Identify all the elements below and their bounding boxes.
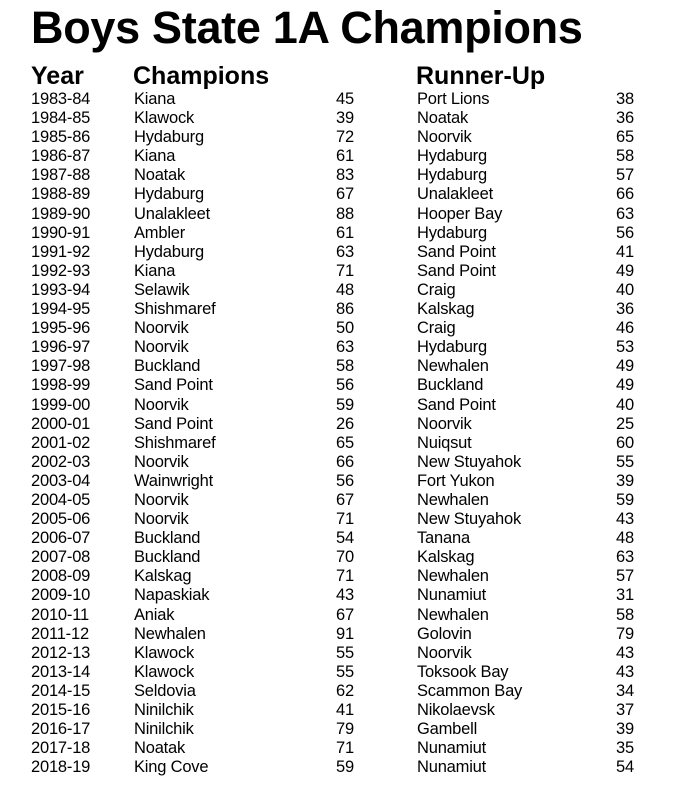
column-header-champions: Champions bbox=[133, 62, 270, 90]
table-row bbox=[0, 396, 673, 415]
year-cell: 2001-02 bbox=[31, 433, 91, 452]
champion-cell: Noorvik bbox=[134, 395, 189, 414]
table-row bbox=[0, 701, 673, 720]
year-cell: 1992-93 bbox=[31, 261, 91, 280]
champion-cell: Kalskag bbox=[134, 567, 192, 586]
runner-up-score-cell: 53 bbox=[616, 338, 634, 357]
year-cell: 2005-06 bbox=[31, 510, 91, 529]
year-cell: 1984-85 bbox=[31, 109, 91, 128]
runner-up-score-cell: 39 bbox=[616, 471, 634, 490]
runner-up-score-cell: 40 bbox=[616, 395, 634, 414]
year-cell: 1991-92 bbox=[31, 242, 91, 261]
runner-up-cell: Newhalen bbox=[417, 490, 489, 509]
runner-up-cell: New Stuyahok bbox=[417, 452, 521, 471]
champion-score-cell: 55 bbox=[336, 662, 354, 681]
runner-up-score-cell: 58 bbox=[616, 605, 634, 624]
champion-score-cell: 71 bbox=[336, 567, 354, 586]
runner-up-score-cell: 49 bbox=[616, 261, 634, 280]
champion-score-cell: 63 bbox=[336, 338, 354, 357]
runner-up-score-cell: 55 bbox=[616, 452, 634, 471]
champion-score-cell: 58 bbox=[336, 357, 354, 376]
champion-cell: Noorvik bbox=[134, 338, 189, 357]
runner-up-cell: Nunamiut bbox=[417, 586, 487, 605]
year-cell: 2015-16 bbox=[31, 701, 91, 719]
champion-score-cell: 61 bbox=[336, 223, 354, 242]
runner-up-cell: Sand Point bbox=[417, 261, 496, 280]
year-cell: 1988-89 bbox=[31, 185, 91, 204]
runner-up-cell: Buckland bbox=[417, 376, 484, 395]
champion-score-cell: 41 bbox=[336, 701, 354, 719]
champion-score-cell: 48 bbox=[336, 280, 354, 299]
champion-cell: Sand Point bbox=[134, 376, 213, 395]
runner-up-cell: New Stuyahok bbox=[417, 510, 521, 529]
runner-up-score-cell: 59 bbox=[616, 490, 634, 509]
runner-up-score-cell: 48 bbox=[616, 529, 634, 548]
champion-score-cell: 59 bbox=[336, 758, 354, 777]
champion-cell: Ninilchik bbox=[134, 720, 194, 739]
champion-cell: Napaskiak bbox=[134, 586, 210, 605]
year-cell: 1987-88 bbox=[31, 166, 91, 185]
year-cell: 2002-03 bbox=[31, 452, 91, 471]
page-title: Boys State 1A Champions bbox=[31, 2, 583, 53]
table-row bbox=[0, 739, 673, 758]
champion-score-cell: 43 bbox=[336, 586, 354, 605]
year-cell: 2009-10 bbox=[31, 586, 91, 605]
runner-up-cell: Hydaburg bbox=[417, 147, 487, 166]
runner-up-cell: Fort Yukon bbox=[417, 471, 495, 490]
champion-score-cell: 39 bbox=[336, 109, 354, 128]
runner-up-score-cell: 66 bbox=[616, 185, 634, 204]
champion-cell: Noorvik bbox=[134, 490, 189, 509]
table-row bbox=[0, 491, 673, 510]
champion-score-cell: 71 bbox=[336, 261, 354, 280]
runner-up-score-cell: 57 bbox=[616, 166, 634, 185]
champion-score-cell: 70 bbox=[336, 548, 354, 567]
runner-up-cell: Kalskag bbox=[417, 300, 475, 319]
runner-up-cell: Nikolaevsk bbox=[417, 701, 495, 719]
champion-score-cell: 61 bbox=[336, 147, 354, 166]
table-row bbox=[0, 510, 673, 529]
year-cell: 1994-95 bbox=[31, 300, 91, 319]
champion-cell: Noorvik bbox=[134, 510, 189, 529]
runner-up-cell: Newhalen bbox=[417, 567, 489, 586]
runner-up-cell: Scammon Bay bbox=[417, 681, 523, 700]
table-row bbox=[0, 281, 673, 300]
runner-up-score-cell: 39 bbox=[616, 720, 634, 739]
runner-up-score-cell: 56 bbox=[616, 223, 634, 242]
table-row bbox=[0, 128, 673, 147]
champion-cell: Unalakleet bbox=[134, 204, 210, 223]
champion-score-cell: 67 bbox=[336, 605, 354, 624]
table-row bbox=[0, 262, 673, 281]
champion-cell: Seldovia bbox=[134, 681, 196, 700]
column-header-year: Year bbox=[31, 62, 84, 90]
year-cell: 2017-18 bbox=[31, 739, 91, 758]
table-row bbox=[0, 548, 673, 567]
year-cell: 1990-91 bbox=[31, 223, 91, 242]
year-cell: 1996-97 bbox=[31, 338, 91, 357]
champion-cell: King Cove bbox=[134, 758, 209, 777]
year-cell: 1985-86 bbox=[31, 128, 91, 147]
champion-cell: Kiana bbox=[134, 90, 176, 108]
table-row bbox=[0, 185, 673, 204]
table-row bbox=[0, 434, 673, 453]
runner-up-cell: Noorvik bbox=[417, 643, 472, 662]
runner-up-cell: Unalakleet bbox=[417, 185, 493, 204]
runner-up-cell: Kalskag bbox=[417, 548, 475, 567]
runner-up-score-cell: 49 bbox=[616, 357, 634, 376]
table-row bbox=[0, 166, 673, 185]
year-cell: 2010-11 bbox=[31, 605, 89, 624]
champion-score-cell: 71 bbox=[336, 739, 354, 758]
champion-cell: Newhalen bbox=[134, 624, 206, 643]
runner-up-score-cell: 35 bbox=[616, 739, 634, 758]
champion-cell: Wainwright bbox=[134, 471, 213, 490]
year-cell: 2011-12 bbox=[31, 624, 89, 643]
table-row bbox=[0, 147, 673, 166]
table-row bbox=[0, 682, 673, 701]
table-row bbox=[0, 472, 673, 491]
runner-up-cell: Golovin bbox=[417, 624, 472, 643]
year-cell: 2000-01 bbox=[31, 414, 91, 433]
year-cell: 2004-05 bbox=[31, 490, 91, 509]
year-cell: 2007-08 bbox=[31, 548, 91, 567]
champion-cell: Kiana bbox=[134, 147, 176, 166]
table-row bbox=[0, 415, 673, 434]
champion-score-cell: 91 bbox=[336, 624, 354, 643]
runner-up-cell: Hydaburg bbox=[417, 338, 487, 357]
runner-up-cell: Hydaburg bbox=[417, 166, 487, 185]
runner-up-score-cell: 46 bbox=[616, 319, 634, 338]
runner-up-cell: Noorvik bbox=[417, 128, 472, 147]
champion-cell: Hydaburg bbox=[134, 128, 204, 147]
champion-cell: Shishmaref bbox=[134, 433, 216, 452]
runner-up-score-cell: 25 bbox=[616, 414, 634, 433]
champion-score-cell: 62 bbox=[336, 681, 354, 700]
table-row bbox=[0, 224, 673, 243]
runner-up-cell: Noorvik bbox=[417, 414, 472, 433]
table-row bbox=[0, 625, 673, 644]
runner-up-cell: Craig bbox=[417, 319, 456, 338]
runner-up-score-cell: 60 bbox=[616, 433, 634, 452]
runner-up-cell: Noatak bbox=[417, 109, 469, 128]
runner-up-cell: Hooper Bay bbox=[417, 204, 503, 223]
year-cell: 1999-00 bbox=[31, 395, 91, 414]
table-row bbox=[0, 300, 673, 319]
runner-up-score-cell: 58 bbox=[616, 147, 634, 166]
runner-up-score-cell: 37 bbox=[616, 701, 634, 719]
runner-up-score-cell: 65 bbox=[616, 128, 634, 147]
champion-score-cell: 56 bbox=[336, 376, 354, 395]
year-cell: 1989-90 bbox=[31, 204, 91, 223]
runner-up-score-cell: 57 bbox=[616, 567, 634, 586]
champion-score-cell: 65 bbox=[336, 433, 354, 452]
runner-up-cell: Craig bbox=[417, 280, 456, 299]
runner-up-score-cell: 49 bbox=[616, 376, 634, 395]
champion-score-cell: 54 bbox=[336, 529, 354, 548]
champion-score-cell: 86 bbox=[336, 300, 354, 319]
runner-up-cell: Nuiqsut bbox=[417, 433, 472, 452]
table-row bbox=[0, 606, 673, 625]
runner-up-cell: Hydaburg bbox=[417, 223, 487, 242]
champion-score-cell: 67 bbox=[336, 185, 354, 204]
year-cell: 2018-19 bbox=[31, 758, 91, 777]
champion-cell: Aniak bbox=[134, 605, 175, 624]
runner-up-score-cell: 36 bbox=[616, 300, 634, 319]
table-row bbox=[0, 205, 673, 224]
year-cell: 2006-07 bbox=[31, 529, 91, 548]
champion-cell: Buckland bbox=[134, 357, 201, 376]
champion-cell: Buckland bbox=[134, 548, 201, 567]
table-row bbox=[0, 243, 673, 262]
year-cell: 1983-84 bbox=[31, 90, 91, 108]
table-row bbox=[0, 644, 673, 663]
champion-score-cell: 59 bbox=[336, 395, 354, 414]
year-cell: 1997-98 bbox=[31, 357, 91, 376]
champion-score-cell: 66 bbox=[336, 452, 354, 471]
table-row bbox=[0, 720, 673, 739]
runner-up-score-cell: 63 bbox=[616, 548, 634, 567]
champion-cell: Hydaburg bbox=[134, 242, 204, 261]
champion-score-cell: 79 bbox=[336, 720, 354, 739]
champion-cell: Noorvik bbox=[134, 452, 189, 471]
champion-cell: Noatak bbox=[134, 739, 186, 758]
year-cell: 1986-87 bbox=[31, 147, 91, 166]
runner-up-score-cell: 43 bbox=[616, 662, 634, 681]
champion-score-cell: 71 bbox=[336, 510, 354, 529]
champion-score-cell: 63 bbox=[336, 242, 354, 261]
champion-cell: Sand Point bbox=[134, 414, 213, 433]
runner-up-cell: Newhalen bbox=[417, 605, 489, 624]
table-row bbox=[0, 319, 673, 338]
champion-cell: Kiana bbox=[134, 261, 176, 280]
runner-up-cell: Nunamiut bbox=[417, 739, 487, 758]
table-row bbox=[0, 567, 673, 586]
year-cell: 2003-04 bbox=[31, 471, 91, 490]
champion-cell: Noorvik bbox=[134, 319, 189, 338]
champion-score-cell: 83 bbox=[336, 166, 354, 185]
table-row bbox=[0, 338, 673, 357]
year-cell: 1995-96 bbox=[31, 319, 91, 338]
champion-cell: Shishmaref bbox=[134, 300, 216, 319]
champion-cell: Selawik bbox=[134, 280, 190, 299]
runner-up-score-cell: 36 bbox=[616, 109, 634, 128]
runner-up-score-cell: 63 bbox=[616, 204, 634, 223]
runner-up-score-cell: 41 bbox=[616, 242, 634, 261]
champion-cell: Noatak bbox=[134, 166, 186, 185]
runner-up-score-cell: 38 bbox=[616, 90, 634, 108]
champion-score-cell: 72 bbox=[336, 128, 354, 147]
table-row bbox=[0, 758, 673, 777]
runner-up-cell: Port Lions bbox=[417, 90, 490, 108]
year-cell: 1998-99 bbox=[31, 376, 91, 395]
champion-score-cell: 45 bbox=[336, 90, 354, 108]
champion-cell: Buckland bbox=[134, 529, 201, 548]
year-cell: 2013-14 bbox=[31, 662, 91, 681]
year-cell: 2012-13 bbox=[31, 643, 91, 662]
champion-cell: Klawock bbox=[134, 662, 195, 681]
champion-score-cell: 67 bbox=[336, 490, 354, 509]
runner-up-score-cell: 40 bbox=[616, 280, 634, 299]
champion-score-cell: 56 bbox=[336, 471, 354, 490]
runner-up-cell: Nunamiut bbox=[417, 758, 487, 777]
year-cell: 2014-15 bbox=[31, 681, 91, 700]
runner-up-cell: Tanana bbox=[417, 529, 470, 548]
champions-table bbox=[0, 90, 673, 777]
table-row bbox=[0, 109, 673, 128]
runner-up-score-cell: 34 bbox=[616, 681, 634, 700]
champion-score-cell: 88 bbox=[336, 204, 354, 223]
table-row bbox=[0, 376, 673, 395]
table-row bbox=[0, 663, 673, 682]
runner-up-cell: Toksook Bay bbox=[417, 662, 509, 681]
runner-up-score-cell: 79 bbox=[616, 624, 634, 643]
year-cell: 1993-94 bbox=[31, 280, 91, 299]
table-row bbox=[0, 529, 673, 548]
year-cell: 2016-17 bbox=[31, 720, 91, 739]
runner-up-cell: Newhalen bbox=[417, 357, 489, 376]
champion-score-cell: 50 bbox=[336, 319, 354, 338]
runner-up-score-cell: 43 bbox=[616, 643, 634, 662]
runner-up-cell: Gambell bbox=[417, 720, 478, 739]
champion-cell: Ninilchik bbox=[134, 701, 194, 719]
runner-up-score-cell: 54 bbox=[616, 758, 634, 777]
year-cell: 2008-09 bbox=[31, 567, 91, 586]
champion-score-cell: 55 bbox=[336, 643, 354, 662]
runner-up-score-cell: 43 bbox=[616, 510, 634, 529]
runner-up-cell: Sand Point bbox=[417, 395, 496, 414]
table-row bbox=[0, 90, 673, 109]
champion-cell: Hydaburg bbox=[134, 185, 204, 204]
champion-score-cell: 26 bbox=[336, 414, 354, 433]
table-row bbox=[0, 586, 673, 605]
champion-cell: Ambler bbox=[134, 223, 186, 242]
champion-cell: Klawock bbox=[134, 643, 195, 662]
champion-cell: Klawock bbox=[134, 109, 195, 128]
runner-up-score-cell: 31 bbox=[616, 586, 634, 605]
column-header-runner-up: Runner-Up bbox=[416, 62, 546, 90]
runner-up-cell: Sand Point bbox=[417, 242, 496, 261]
table-row bbox=[0, 453, 673, 472]
table-row bbox=[0, 357, 673, 376]
